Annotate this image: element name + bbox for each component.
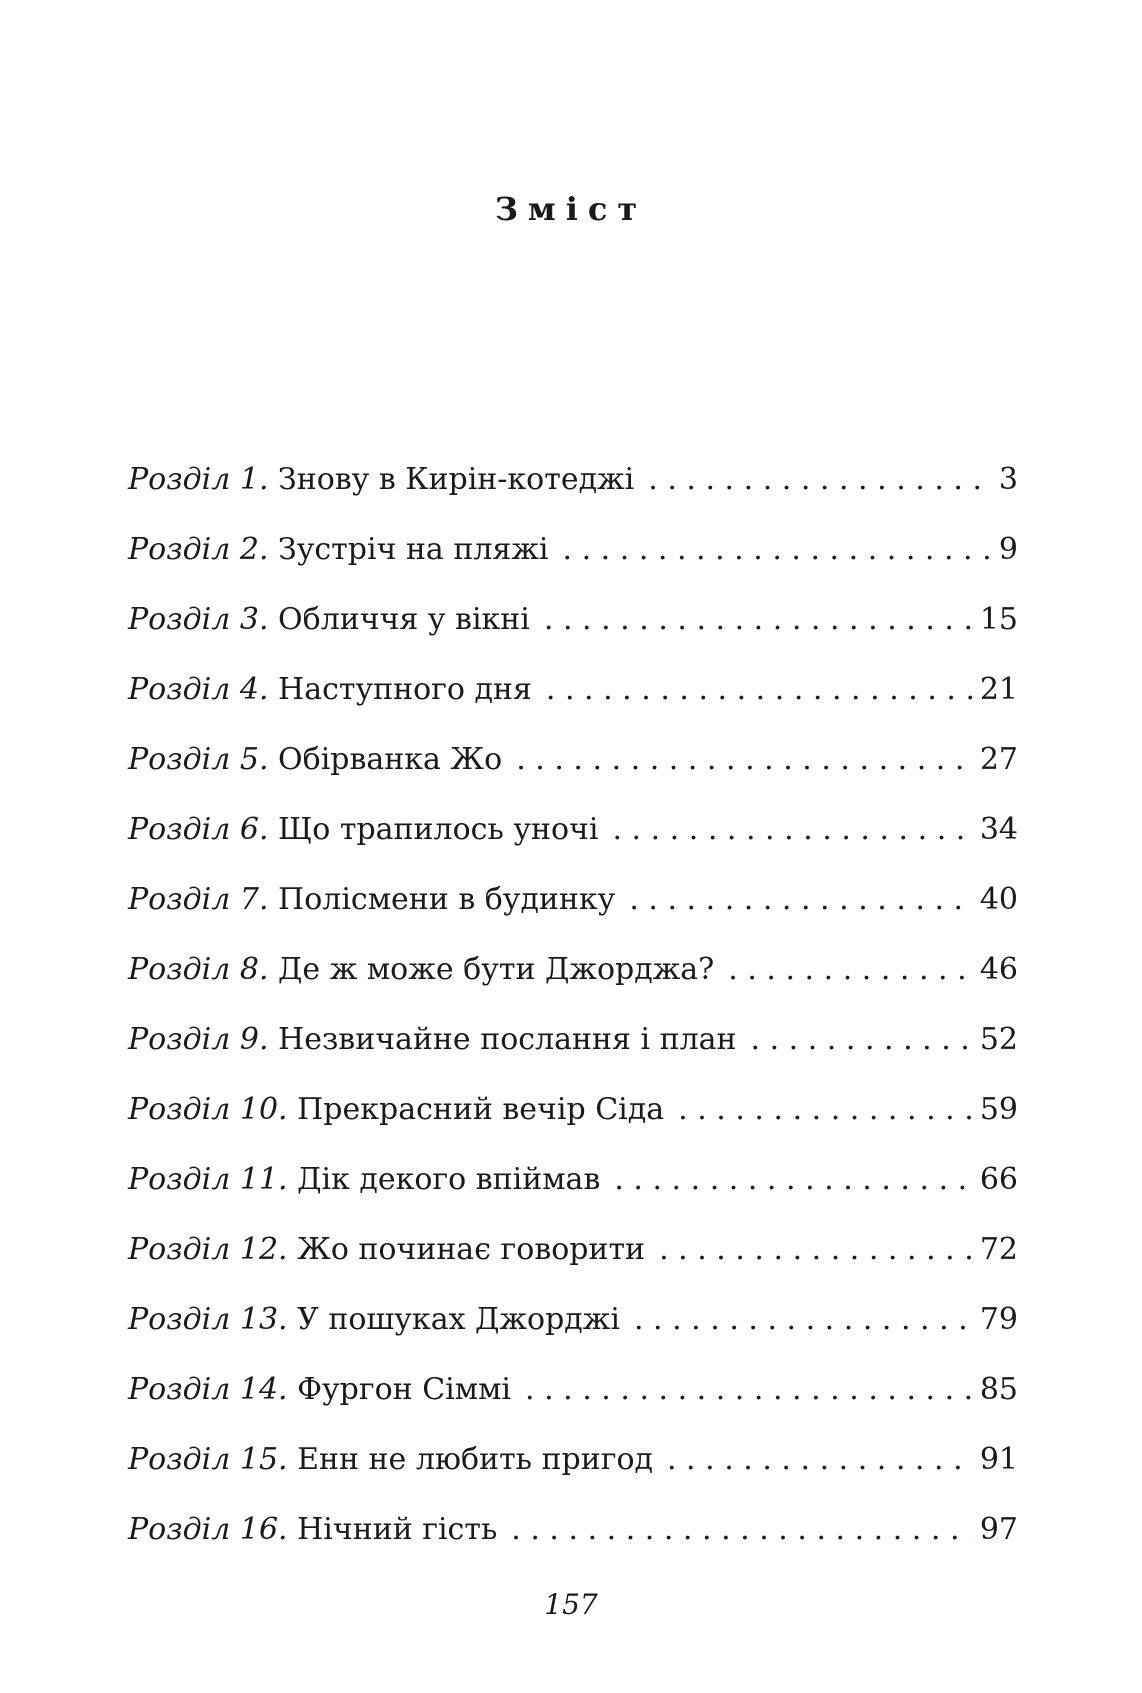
toc-leader-dots xyxy=(629,882,971,917)
toc-leader-dots xyxy=(751,1022,972,1057)
toc-entry-12 xyxy=(128,1232,1018,1302)
toc-page-number: 79 xyxy=(979,1302,1018,1337)
toc-leader-dots xyxy=(667,1442,972,1477)
toc-page-number: 9 xyxy=(998,532,1018,567)
toc-entry-6 xyxy=(128,812,1018,882)
toc-page-number: 3 xyxy=(998,462,1018,497)
toc-chapter-title: Де ж може бути Джорджа? xyxy=(278,952,715,987)
toc-entry-11 xyxy=(128,1162,1018,1232)
toc-chapter-label: Розділ 14. xyxy=(128,1372,288,1407)
toc-chapter-title: Обірванка Жо xyxy=(278,742,503,777)
toc-page-number: 46 xyxy=(979,952,1018,987)
toc-chapter-label: Розділ 4. xyxy=(128,672,269,707)
toc-page-number: 85 xyxy=(979,1372,1018,1407)
toc-leader-dots xyxy=(525,1372,972,1407)
toc-leader-dots xyxy=(612,812,971,847)
toc-chapter-title: Наступного дня xyxy=(278,672,532,707)
toc-leader-dots xyxy=(728,952,972,987)
toc-leader-dots xyxy=(563,532,991,567)
toc-chapter-label: Розділ 3. xyxy=(128,602,269,637)
toc-leader-dots xyxy=(614,1162,971,1197)
toc-leader-dots xyxy=(511,1512,972,1547)
toc-chapter-label: Розділ 6. xyxy=(128,812,269,847)
toc-chapter-title: У пошуках Джорджі xyxy=(297,1302,620,1337)
toc-entry-8 xyxy=(128,952,1018,1022)
toc-page-number: 21 xyxy=(979,672,1018,707)
toc-page-number: 52 xyxy=(979,1022,1018,1057)
toc-entry-2 xyxy=(128,532,1018,602)
toc-entry-13 xyxy=(128,1302,1018,1372)
toc-chapter-label: Розділ 5. xyxy=(128,742,269,777)
table-of-contents xyxy=(128,462,1018,1582)
toc-leader-dots xyxy=(634,1302,972,1337)
toc-leader-dots xyxy=(516,742,972,777)
toc-page-number: 40 xyxy=(979,882,1018,917)
toc-chapter-label: Розділ 11. xyxy=(128,1162,288,1197)
toc-chapter-title: Полісмени в будинку xyxy=(278,882,616,917)
toc-leader-dots xyxy=(659,1232,972,1267)
toc-leader-dots xyxy=(546,672,972,707)
toc-chapter-title: Дік декого впіймав xyxy=(297,1162,601,1197)
page-number: 157 xyxy=(544,1588,598,1621)
toc-chapter-title: Нічний гість xyxy=(297,1512,498,1547)
toc-leader-dots xyxy=(678,1092,972,1127)
toc-page-number: 91 xyxy=(979,1442,1018,1477)
toc-chapter-label: Розділ 15. xyxy=(128,1442,288,1477)
toc-page-number: 34 xyxy=(979,812,1018,847)
toc-chapter-label: Розділ 16. xyxy=(128,1512,288,1547)
toc-page-number: 15 xyxy=(979,602,1018,637)
toc-chapter-title: Обличчя у вікні xyxy=(278,602,530,637)
toc-chapter-label: Розділ 7. xyxy=(128,882,269,917)
toc-chapter-label: Розділ 9. xyxy=(128,1022,269,1057)
toc-entry-14 xyxy=(128,1372,1018,1442)
toc-leader-dots xyxy=(544,602,972,637)
toc-chapter-label: Розділ 13. xyxy=(128,1302,288,1337)
toc-entry-15 xyxy=(128,1442,1018,1512)
toc-chapter-label: Розділ 2. xyxy=(128,532,269,567)
toc-chapter-label: Розділ 8. xyxy=(128,952,269,987)
toc-page-number: 27 xyxy=(979,742,1018,777)
toc-entry-16 xyxy=(128,1512,1018,1582)
toc-entry-10 xyxy=(128,1092,1018,1162)
toc-chapter-title: Енн не любить пригод xyxy=(297,1442,653,1477)
toc-chapter-title: Незвичайне послання і план xyxy=(278,1022,737,1057)
toc-page-number: 59 xyxy=(979,1092,1018,1127)
toc-chapter-label: Розділ 1. xyxy=(128,462,269,497)
toc-chapter-title: Жо починає говорити xyxy=(297,1232,646,1267)
toc-chapter-title: Фургон Сіммі xyxy=(297,1372,512,1407)
toc-leader-dots xyxy=(648,462,991,497)
toc-entry-4 xyxy=(128,672,1018,742)
toc-page-number: 66 xyxy=(979,1162,1018,1197)
toc-chapter-title: Зустріч на пляжі xyxy=(278,532,549,567)
toc-entry-3 xyxy=(128,602,1018,672)
page-title: Зміст xyxy=(494,190,648,228)
toc-entry-7 xyxy=(128,882,1018,952)
toc-entry-9 xyxy=(128,1022,1018,1092)
toc-page-number: 72 xyxy=(979,1232,1018,1267)
toc-page-number: 97 xyxy=(979,1512,1018,1547)
toc-chapter-title: Прекрасний вечір Сіда xyxy=(297,1092,665,1127)
toc-chapter-title: Що трапилось уночі xyxy=(278,812,599,847)
toc-entry-1 xyxy=(128,462,1018,532)
toc-entry-5 xyxy=(128,742,1018,812)
toc-chapter-title: Знову в Кирін-котеджі xyxy=(278,462,635,497)
toc-chapter-label: Розділ 12. xyxy=(128,1232,288,1267)
toc-chapter-label: Розділ 10. xyxy=(128,1092,288,1127)
